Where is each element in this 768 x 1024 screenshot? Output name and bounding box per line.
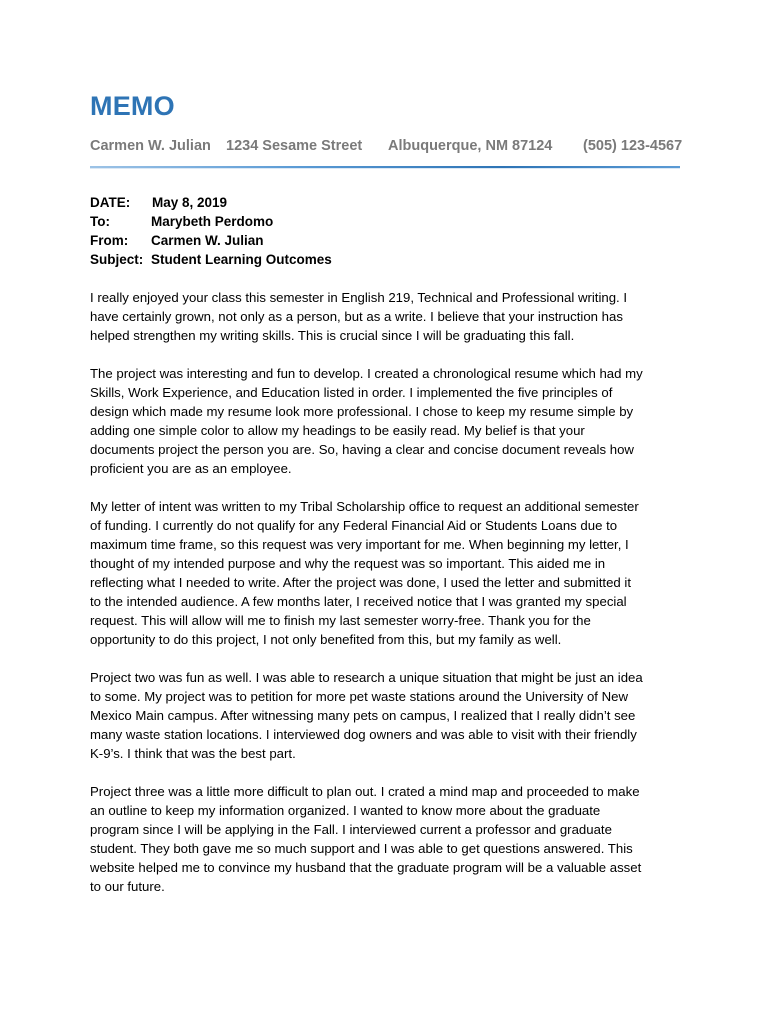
contact-city: Albuquerque, NM 87124	[388, 138, 553, 154]
header-divider-shadow	[90, 168, 680, 169]
contact-street: 1234 Sesame Street	[226, 138, 363, 154]
paragraph-line: have certainly grown, not only as a person, but as a write. I believe that your instruction has	[90, 309, 623, 324]
contact-line	[90, 138, 682, 158]
from-label: From:	[90, 233, 129, 248]
paragraph-line: adding one simple color to allow my headings to be easily read. My belief is that your	[90, 423, 585, 438]
paragraph-line: website helped me to convince my husband that the graduate program will be a valuable asset	[90, 860, 642, 875]
contact-phone: (505) 123-4567	[583, 138, 683, 154]
paragraph-line: student. They both gave me so much support and I was able to get questions answered. This	[90, 841, 633, 856]
from-value: Carmen W. Julian	[151, 233, 264, 248]
paragraph-line: opportunity to do this project, I not only benefited from this, but my family as well.	[90, 632, 562, 647]
paragraph-line: reflecting what I needed to write. After the project was done, I used the letter and submitted it	[90, 575, 631, 590]
paragraph-line: Skills, Work Experience, and Education listed in order. I implemented the five principles of	[90, 385, 613, 400]
paragraph-line: The project was interesting and fun to develop. I created a chronological resume which had my	[90, 366, 643, 381]
paragraph-line: My letter of intent was written to my Tribal Scholarship office to request an additional semester	[90, 499, 639, 514]
body-paragraph	[90, 364, 686, 478]
subject-value: Student Learning Outcomes	[151, 252, 332, 267]
contact-name: Carmen W. Julian	[90, 138, 211, 154]
paragraph-line: design which made my resume look more professional. I chose to keep my resume simple by	[90, 404, 634, 419]
subject-label: Subject:	[90, 252, 144, 267]
paragraph-line: documents project the person you are. So, having a clear and concise document reveals how	[90, 442, 634, 457]
paragraph-line: thought of my intended purpose and why the request was so important. This aided me in	[90, 556, 606, 571]
paragraph-line: to the intended audience. A few months later, I received notice that I was granted my special	[90, 594, 627, 609]
paragraph-line: Project three was a little more difficult to plan out. I crated a mind map and proceeded to make	[90, 784, 640, 799]
paragraph-line: program since I will be applying in the Fall. I interviewed current a professor and graduate	[90, 822, 612, 837]
date-label: DATE:	[90, 195, 131, 210]
to-value: Marybeth Perdomo	[151, 214, 274, 229]
paragraph-line: Mexico Main campus. After witnessing many pets on campus, I realized that I really didn’t see	[90, 708, 636, 723]
paragraph-line: of funding. I currently do not qualify for any Federal Financial Aid or Students Loans due to	[90, 518, 618, 533]
date-value: May 8, 2019	[152, 195, 228, 210]
to-label: To:	[90, 214, 110, 229]
body-paragraph	[90, 497, 686, 649]
body-paragraph	[90, 288, 686, 345]
paragraph-line: K-9’s. I think that was the best part.	[90, 746, 296, 761]
body-paragraph	[90, 668, 686, 763]
paragraph-line: an outline to keep my information organized. I wanted to know more about the graduate	[90, 803, 601, 818]
paragraph-line: to some. My project was to petition for more pet waste stations around the University of New	[90, 689, 628, 704]
memo-title: MEMO	[90, 91, 175, 121]
paragraph-line: request. This will allow will me to finish my last semester worry-free. Thank you for the	[90, 613, 591, 628]
paragraph-line: I really enjoyed your class this semester in English 219, Technical and Professional writing. I	[90, 290, 628, 305]
paragraph-line: to our future.	[90, 879, 165, 894]
paragraph-line: proficient you are as an employee.	[90, 461, 292, 476]
paragraph-line: Project two was fun as well. I was able to research a unique situation that might be just an idea	[90, 670, 643, 685]
body-paragraph	[90, 782, 686, 896]
paragraph-line: maximum time frame, so this request was very important for me. When beginning my letter, I	[90, 537, 629, 552]
paragraph-line: many waste station locations. I interviewed dog owners and was able to visit with their friendly	[90, 727, 637, 742]
paragraph-line: helped strengthen my writing skills. This is crucial since I will be graduating this fall.	[90, 328, 575, 343]
memo-body	[90, 288, 686, 915]
